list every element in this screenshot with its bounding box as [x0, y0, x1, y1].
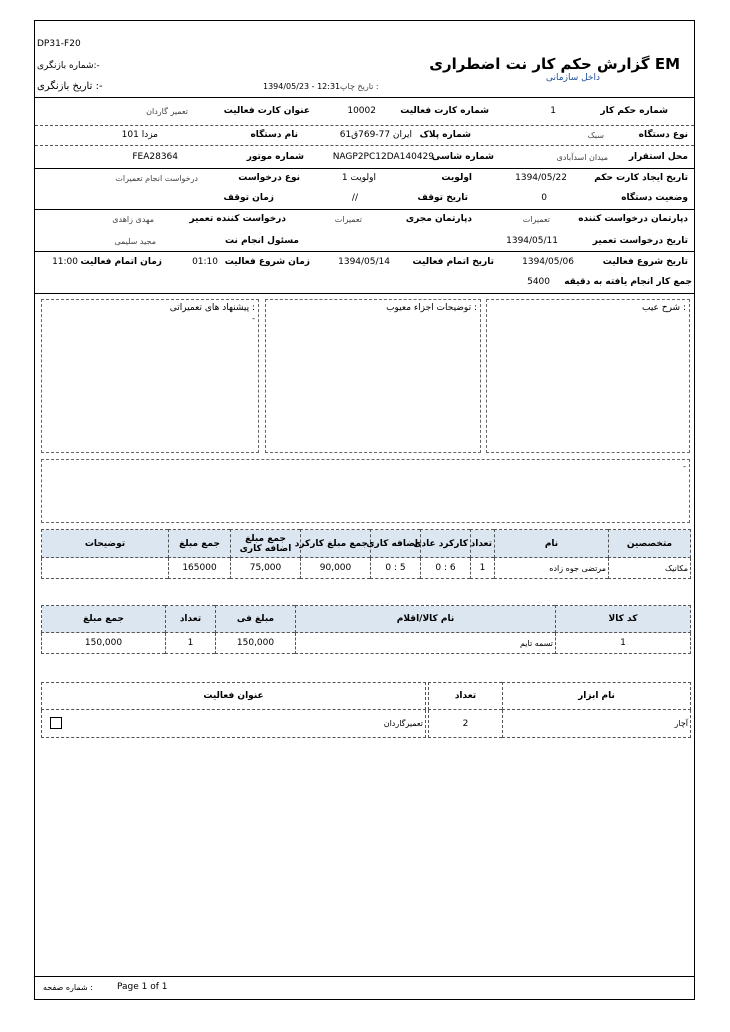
page-number-value: Page 1 of 1: [117, 982, 168, 992]
activity-end-date-label: تاریخ اتمام فعالیت: [412, 257, 494, 267]
engine-label: شماره موتور: [246, 152, 304, 162]
stop-date-label: تاریخ توقف: [417, 193, 468, 203]
activity-end-date: 1394/05/14: [338, 257, 390, 267]
personnel-cell: 1: [471, 558, 495, 579]
activity-header-title: عنوان فعالیت: [42, 683, 426, 710]
location: میدان اسدآبادی: [556, 153, 608, 162]
personnel-header-specialist: متخصصین: [609, 530, 691, 558]
personnel-table: [41, 529, 691, 579]
engine: FEA28364: [132, 152, 178, 162]
location-label: محل استقرار: [628, 152, 688, 162]
device-type-label: نوع دستگاه: [638, 130, 688, 140]
device-name-label: نام دستگاه: [250, 130, 298, 140]
device-status: 0: [541, 193, 547, 203]
fault-description-label: شرح عیب :: [641, 303, 686, 313]
personnel-header-total: جمع مبلغ: [169, 530, 231, 558]
parts-header-code: کد کالا: [556, 606, 691, 633]
header-divider: [35, 97, 694, 98]
defective-parts-label: توضیحات اجزاء معیوب :: [386, 303, 477, 313]
personnel-header-normal-work: کارکرد عادی: [421, 530, 471, 558]
device-type: سبک: [587, 131, 604, 140]
activity-start-date-label: تاریخ شروع فعالیت: [602, 257, 688, 267]
requester: مهدی زاهدی: [112, 215, 154, 224]
repair-suggestions-value: -: [252, 314, 255, 323]
personnel-cell: 90,000: [301, 558, 371, 579]
table-row: [42, 710, 426, 738]
chassis: NAGP2PC12DA140429: [332, 152, 434, 162]
personnel-cell: 5 : 0: [371, 558, 421, 579]
total-minutes-label: جمع کار انجام یافته به دقیقه: [564, 277, 692, 287]
general-note-box: [41, 459, 690, 523]
total-minutes: 5400: [527, 277, 550, 287]
created-date: 1394/05/22: [515, 173, 567, 183]
form-code: DP31-F20: [37, 39, 81, 49]
request-type: درخواست انجام تعمیرات: [115, 174, 198, 183]
chassis-label: شماره شاسی: [431, 152, 494, 162]
personnel-header-name: نام: [495, 530, 609, 558]
activity-start-date: 1394/05/06: [522, 257, 574, 267]
report-page: [34, 20, 695, 1000]
inspection-date: تاریخ بازنگری :-: [37, 81, 103, 92]
tools-table: [428, 682, 691, 738]
tools-header-count: تعداد: [429, 683, 503, 710]
exec-dept: تعمیرات: [334, 215, 362, 224]
personnel-header-count: تعداد: [471, 530, 495, 558]
repair-suggestions-label: پیشنهاد های تعمیراتی :: [169, 303, 255, 313]
repair-request-date: 1394/05/11: [506, 236, 558, 246]
repair-manager: مجید سلیمی: [114, 237, 156, 246]
work-order-no-label: شماره حکم کار: [600, 106, 668, 116]
tools-cell: آچار: [503, 710, 691, 738]
parts-header-total: جمع مبلغ: [42, 606, 166, 633]
request-type-label: نوع درخواست: [238, 173, 300, 183]
activity-card-no: 10002: [347, 106, 376, 116]
work-order-no: 1: [550, 106, 556, 116]
general-note: -: [683, 462, 686, 471]
parts-header-count: تعداد: [166, 606, 216, 633]
parts-cell: تسمه تایم: [296, 633, 556, 654]
activity-end-time: 11:00: [52, 257, 78, 267]
repair-suggestions-box: [41, 299, 259, 453]
fault-description-box: [486, 299, 690, 453]
parts-cell: 1: [166, 633, 216, 654]
personnel-cell: مکانیک: [609, 558, 691, 579]
parts-cell: 150,000: [216, 633, 296, 654]
activity-start-time-label: زمان شروع فعالیت: [224, 257, 310, 267]
activity-end-time-label: زمان اتمام فعالیت: [80, 257, 162, 267]
plate: ایران 77-769ق61: [339, 130, 412, 140]
parts-header-name: نام کالا/اقلام: [296, 606, 556, 633]
exec-dept-label: دپارتمان مجری: [405, 214, 472, 224]
created-date-label: تاریخ ایجاد کارت حکم: [594, 173, 688, 183]
device-status-label: وضعیت دستگاه: [621, 193, 688, 203]
personnel-cell: 165000: [169, 558, 231, 579]
defective-parts-box: [265, 299, 481, 453]
page-number-label: شماره صفحه :: [43, 983, 93, 992]
personnel-header-overtime-amount: جمع مبلغ اضافه کاری: [231, 530, 301, 558]
parts-cell: 150,000: [42, 633, 166, 654]
activity-table: [41, 682, 426, 738]
activity-cell: تعمیرگاردان: [383, 719, 423, 728]
report-subtitle: داخل سازمانی: [546, 73, 600, 83]
priority-label: اولویت: [441, 173, 472, 183]
priority: اولویت 1: [341, 173, 376, 183]
parts-header-unit-price: مبلغ فی: [216, 606, 296, 633]
activity-card-title: تعمیر گاردان: [146, 107, 188, 116]
plate-label: شماره پلاک: [419, 130, 471, 140]
tools-header-name: نام ابزار: [503, 683, 691, 710]
table-row: [42, 558, 691, 579]
request-dept-label: دپارتمان درخواست کننده: [578, 214, 688, 224]
activity-card-title-label: عنوان کارت فعالیت: [223, 106, 310, 116]
activity-done-checkbox[interactable]: [50, 717, 62, 729]
personnel-cell: 75,000: [231, 558, 301, 579]
parts-table: [41, 605, 691, 654]
table-row: [42, 633, 691, 654]
print-date-value: 1394/05/23 - 12:31: [263, 82, 341, 91]
personnel-cell: [42, 558, 169, 579]
activity-start-time: 01:10: [192, 257, 218, 267]
tools-cell: 2: [429, 710, 503, 738]
personnel-header-overtime: اضافه کاری: [371, 530, 421, 558]
requester-label: درخواست کننده تعمیر: [189, 214, 286, 224]
table-row: [429, 710, 691, 738]
device-name: مزدا 101: [121, 130, 158, 140]
personnel-header-work-amount: جمع مبلغ کارکرد: [301, 530, 371, 558]
report-title: گزارش حکم کار نت اضطراری EM: [429, 55, 680, 73]
print-date-label: تاریخ چاپ :: [340, 82, 379, 91]
stop-time-label: زمان توقف: [223, 193, 274, 203]
inspection-number: شماره بازنگری:-: [37, 61, 100, 71]
personnel-cell: مرتضی جوه زاده: [495, 558, 609, 579]
repair-manager-label: مسئول انجام نت: [225, 236, 299, 246]
activity-card-no-label: شماره کارت فعالیت: [400, 106, 489, 116]
personnel-header-notes: توضیحات: [42, 530, 169, 558]
request-dept: تعمیرات: [522, 215, 550, 224]
stop-date: //: [351, 193, 358, 203]
personnel-cell: 6 : 0: [421, 558, 471, 579]
repair-request-date-label: تاریخ درخواست تعمیر: [592, 236, 688, 246]
parts-cell: 1: [556, 633, 691, 654]
